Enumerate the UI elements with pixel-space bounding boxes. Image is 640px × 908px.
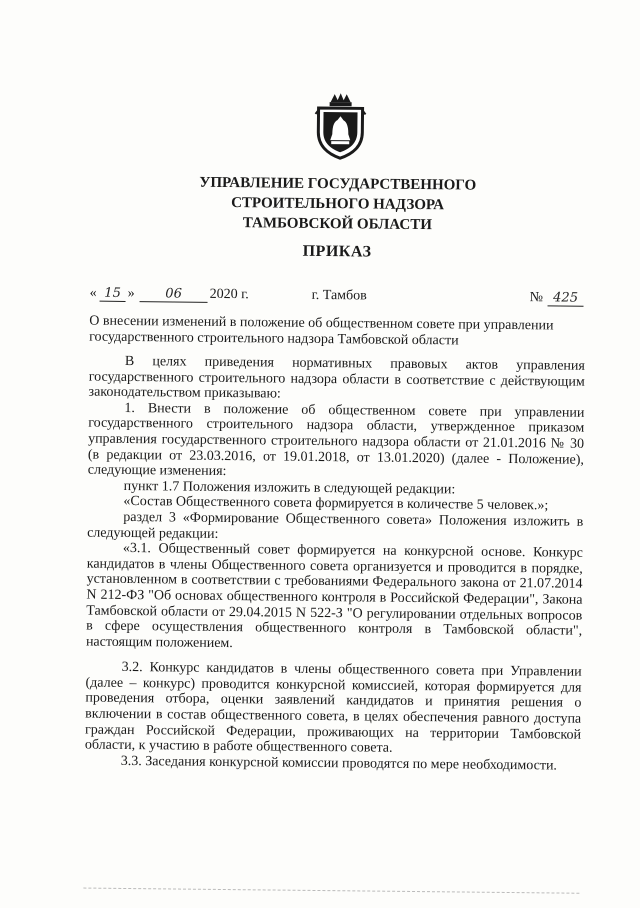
date-year: 2020 г. bbox=[209, 286, 249, 303]
document-type: ПРИКАЗ bbox=[302, 242, 372, 261]
document-subject: О внесении изменений в положение об общественном совете при управлении государственного строительного надзора Тамбовской области bbox=[89, 313, 554, 349]
paragraph-preamble: В целях приведения нормативных правовых актов управления государственного строительного надзора области в соответствие с действующим законодательством приказываю: bbox=[88, 353, 585, 402]
paragraph-point-1-7: пункт 1.7 Положения изложить в следующей редакции: bbox=[123, 478, 456, 498]
paragraph-section-3: раздел 3 «Формирование Общественного совета» Положения изложить в следующей редакции: bbox=[87, 509, 584, 542]
org-line-1: УПРАВЛЕНИЕ ГОСУДАРСТВЕННОГО bbox=[199, 174, 477, 194]
organization-name bbox=[152, 172, 523, 236]
date-quote-open: « bbox=[89, 285, 97, 301]
paragraph-quote-1-7: «Состав Общественного совета формируется в количестве 5 человек.»; bbox=[123, 494, 549, 514]
paragraph-3-2: 3.2. Конкурс кандидатов в члены общественного совета при Управлении (далее – конкурс) проводится конкурсной комиссией, которая формируется для проведения отбора, оценки заявлений кандидатов и принятия решения о включении в состав общественного совета, в целях обеспечения равного доступа граждан Российской Федерации, проживающих на территории Тамбовской области, к участию в работе общественного совета. bbox=[84, 660, 582, 757]
page-bottom-edge bbox=[83, 888, 579, 894]
paragraph-3-1: «3.1. Общественный совет формируется на конкурсной основе. Конкурс кандидатов в члены Общественного совета организуется и проводится в порядке, установленном в соответствии с требованиями Федерального закона от 21.07.2014 N 212-ФЗ "Об основах общественного контроля в Российской Федерации", Закона Тамбовской области от 29.04.2015 N 522-З "О регулировании отдельных вопросов в сфере осуществления общественного контроля в Тамбовской области", настоящим положением. bbox=[85, 541, 584, 651]
tambov-coat-of-arms-icon bbox=[312, 92, 369, 161]
city: г. Тамбов bbox=[311, 287, 367, 304]
document-body bbox=[85, 354, 585, 775]
org-line-2: СТРОИТЕЛЬНОГО НАДЗОРА bbox=[231, 195, 445, 214]
paragraph-3-3: 3.3. Заседания конкурсной комиссии проводятся по мере необходимости. bbox=[120, 753, 558, 774]
number-label: № bbox=[529, 290, 544, 306]
org-line-3: ТАМБОВСКОЙ ОБЛАСТИ bbox=[242, 215, 433, 234]
paragraph-item-1: 1. Внести в положение об общественном совете при управлении государственного строительного надзора области, утвержденное приказом управления государственного строительного надзора области от 21.01.2016 № 30 (в редакции от 23.03.2016, от 19.01.2018, от 13.01.2020) (далее - Положение), следующие изменения: bbox=[87, 400, 585, 480]
dateline bbox=[89, 286, 589, 315]
date-quote-close: » bbox=[127, 285, 135, 302]
date-month: 06 bbox=[140, 286, 208, 303]
order-number: 425 bbox=[548, 290, 584, 306]
date-day: 15 bbox=[100, 286, 126, 302]
